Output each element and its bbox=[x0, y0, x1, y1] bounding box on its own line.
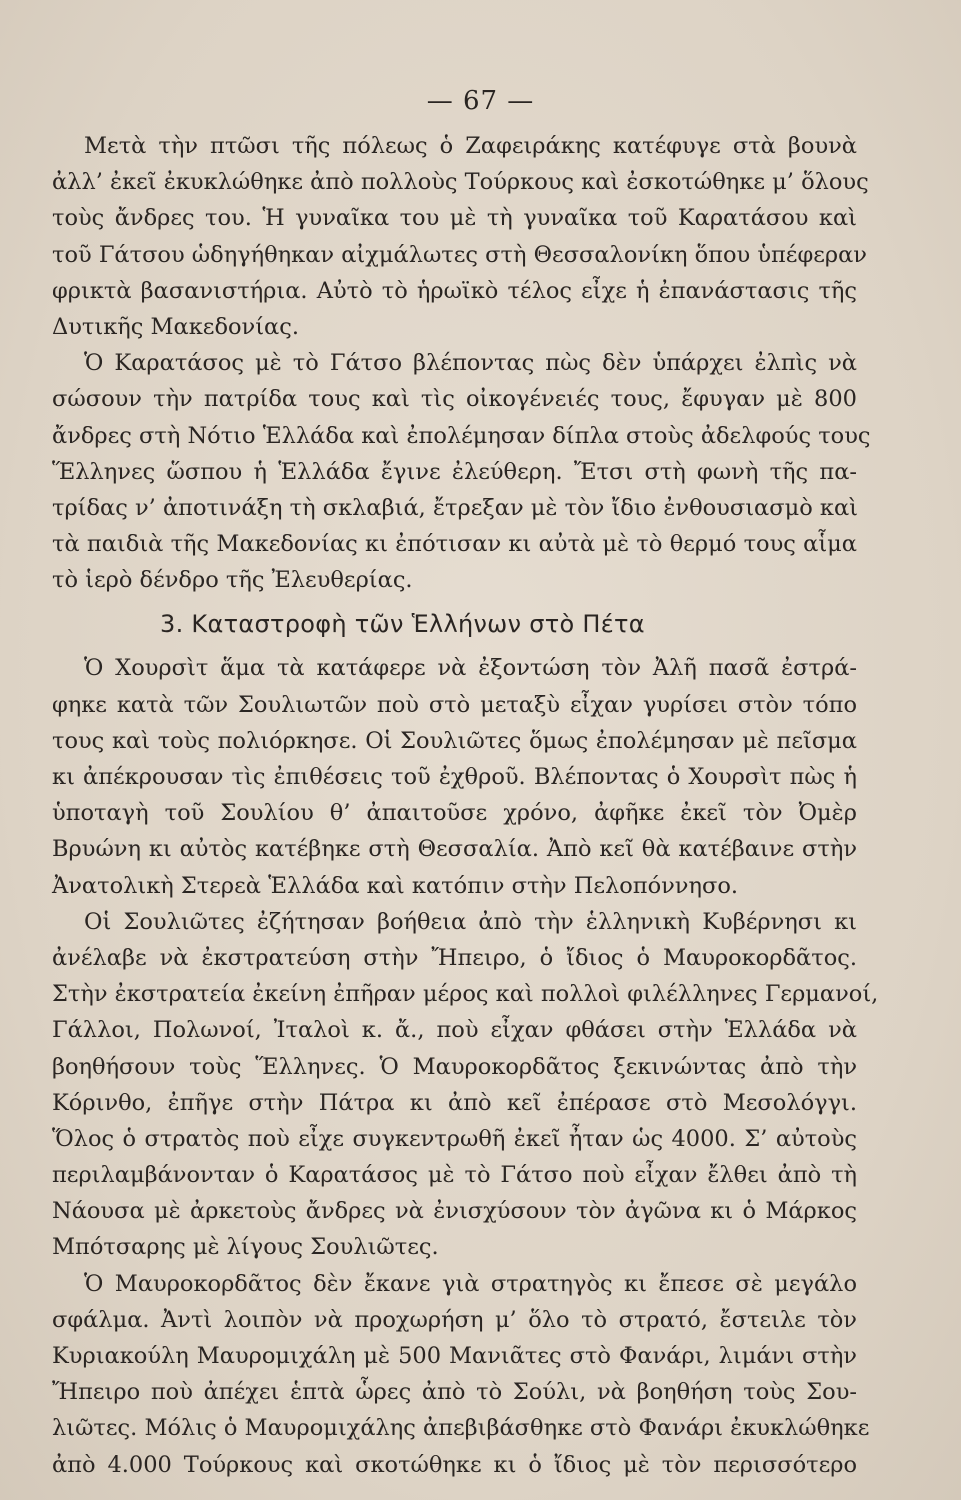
paragraph-3 bbox=[52, 650, 857, 903]
text-line: τὸ ἱερὸ δένδρο τῆς Ἐλευθερίας. bbox=[52, 567, 413, 594]
text-line: ἀπὸ 4.000 Τούρκους καὶ σκοτώθηκε κι ὁ ἴδιος μὲ τὸν περισσότερο bbox=[52, 1451, 857, 1478]
text-line: Ὁ Χουρσὶτ ἅμα τὰ κατάφερε νὰ ἐξοντώση τὸν Ἀλῆ πασᾶ ἐστρά- bbox=[84, 655, 857, 682]
text-line: Κόρινθο, ἐπῆγε στὴν Πάτρα κι ἀπὸ κεῖ ἐπέρασε στὸ Μεσολόγγι. bbox=[52, 1089, 857, 1116]
text-line: σώσουν τὴν πατρίδα τους καὶ τὶς οἰκογένειές τους, ἔφυγαν μὲ 800 bbox=[52, 386, 857, 413]
text-line: ἄνδρες στὴ Νότιο Ἑλλάδα καὶ ἐπολέμησαν δίπλα στοὺς ἀδελφούς τους bbox=[52, 422, 871, 449]
text-line: ἀλλ’ ἐκεῖ ἐκυκλώθηκε ἀπὸ πολλοὺς Τούρκους καὶ ἐσκοτώθηκε μ’ ὅλους bbox=[52, 169, 869, 196]
text-line: Ἤπειρο ποὺ ἀπέχει ἑπτὰ ὧρες ἀπὸ τὸ Σούλι, νὰ βοηθήση τοὺς Σου- bbox=[52, 1379, 857, 1406]
paragraph-2 bbox=[52, 345, 871, 598]
text-line: Ἀνατολικὴ Στερεὰ Ἑλλάδα καὶ κατόπιν στὴν Πελοπόννησο. bbox=[52, 872, 739, 899]
text-line: Γάλλοι, Πολωνοί, Ἰταλοὶ κ. ἄ., ποὺ εἶχαν φθάσει στὴν Ἑλλάδα νὰ bbox=[52, 1017, 857, 1044]
text-line: τοὺς ἄνδρες του. Ἡ γυναῖκα του μὲ τὴ γυναῖκα τοῦ Καρατάσου καὶ bbox=[52, 205, 857, 232]
text-line: τρίδας ν’ ἀποτινάξη τὴ σκλαβιά, ἔτρεξαν μὲ τὸν ἴδιο ἐνθουσιασμὸ καὶ bbox=[52, 494, 858, 521]
text-line: περιλαμβάνονταν ὁ Καρατάσος μὲ τὸ Γάτσο ποὺ εἶχαν ἔλθει ἀπὸ τὴ bbox=[52, 1162, 857, 1189]
page-number: — 67 — bbox=[426, 86, 535, 116]
paragraph-4 bbox=[52, 904, 879, 1266]
text-line: τοῦ Γάτσου ὡδηγήθηκαν αἰχμάλωτες στὴ Θεσσαλονίκη ὅπου ὑπέφεραν bbox=[52, 241, 867, 268]
text-line: φηκε κατὰ τῶν Σουλιωτῶν ποὺ στὸ μεταξὺ εἶχαν γυρίσει στὸν τόπο bbox=[52, 691, 857, 718]
text-line: τους καὶ τοὺς πολιόρκησε. Οἱ Σουλιῶτες ὅμως ἐπολέμησαν μὲ πεῖσμα bbox=[52, 727, 857, 754]
text-line: Νάουσα μὲ ἀρκετοὺς ἄνδρες νὰ ἐνισχύσουν τὸν ἀγῶνα κι ὁ Μάρκος bbox=[52, 1198, 857, 1225]
text-line: φρικτὰ βασανιστήρια. Αὐτὸ τὸ ἡρωϊκὸ τέλος εἶχε ἡ ἐπανάστασις τῆς bbox=[52, 277, 857, 304]
text-line: βοηθήσουν τοὺς Ἕλληνες. Ὁ Μαυροκορδᾶτος ξεκινώντας ἀπὸ τὴν bbox=[52, 1053, 857, 1080]
text-line: Μετὰ τὴν πτῶσι τῆς πόλεως ὁ Ζαφειράκης κατέφυγε στὰ βουνὰ bbox=[84, 133, 857, 159]
text-line: Ἕλληνες ὥσπου ἡ Ἑλλάδα ἔγινε ἐλεύθερη. Ἔτσι στὴ φωνὴ τῆς πα- bbox=[52, 458, 857, 485]
text-line: Μπότσαρης μὲ λίγους Σουλιῶτες. bbox=[52, 1234, 439, 1261]
text-line: Στὴν ἐκστρατεία ἐκείνη ἐπῆραν μέρος καὶ πολλοὶ φιλέλληνες Γερμανοί, bbox=[52, 981, 879, 1008]
paragraph-5 bbox=[52, 1266, 870, 1483]
text-line: ὑποταγὴ τοῦ Σουλίου θ’ ἀπαιτοῦσε χρόνο, ἀφῆκε ἐκεῖ τὸν Ὀμὲρ bbox=[52, 800, 857, 827]
text-line: Βρυώνη κι αὐτὸς κατέβηκε στὴ Θεσσαλία. Ἀπὸ κεῖ θὰ κατέβαινε στὴν bbox=[52, 836, 857, 863]
body-text bbox=[52, 128, 879, 1483]
paragraph-1 bbox=[52, 128, 869, 345]
text-line: λιῶτες. Μόλις ὁ Μαυρομιχάλης ἀπεβιβάσθηκε στὸ Φανάρι ἐκυκλώθηκε bbox=[52, 1415, 870, 1442]
text-line: σφάλμα. Ἀντὶ λοιπὸν νὰ προχωρήση μ’ ὅλο τὸ στρατό, ἔστειλε τὸν bbox=[52, 1306, 857, 1333]
text-line: τὰ παιδιὰ τῆς Μακεδονίας κι ἐπότισαν κι αὐτὰ μὲ τὸ θερμό τους αἷμα bbox=[52, 531, 857, 558]
text-line: Κυριακούλη Μαυρομιχάλη μὲ 500 Μανιᾶτες στὸ Φανάρι, λιμάνι στὴν bbox=[52, 1343, 857, 1369]
section-heading: 3. Καταστροφὴ τῶν Ἑλλήνων στὸ Πέτα bbox=[160, 610, 645, 639]
text-line: ἀνέλαβε νὰ ἐκστρατεύση στὴν Ἤπειρο, ὁ ἴδιος ὁ Μαυροκορδᾶτος. bbox=[52, 944, 857, 971]
text-line: Ὅλος ὁ στρατὸς ποὺ εἶχε συγκεντρωθῆ ἐκεῖ ἦταν ὡς 4000. Σ’ αὐτοὺς bbox=[52, 1125, 857, 1152]
text-line: Ὁ Καρατάσος μὲ τὸ Γάτσο βλέποντας πὼς δὲν ὑπάρχει ἐλπὶς νὰ bbox=[84, 350, 857, 377]
text-line: Δυτικῆς Μακεδονίας. bbox=[52, 313, 299, 340]
text-line: Οἱ Σουλιῶτες ἐζήτησαν βοήθεια ἀπὸ τὴν ἑλληνικὴ Κυβέρνησι κι bbox=[84, 908, 857, 935]
text-line: Ὁ Μαυροκορδᾶτος δὲν ἔκανε γιὰ στρατηγὸς κι ἔπεσε σὲ μεγάλο bbox=[84, 1270, 857, 1297]
text-line: κι ἀπέκρουσαν τὶς ἐπιθέσεις τοῦ ἐχθροῦ. Βλέποντας ὁ Χουρσὶτ πὼς ἡ bbox=[52, 764, 857, 790]
